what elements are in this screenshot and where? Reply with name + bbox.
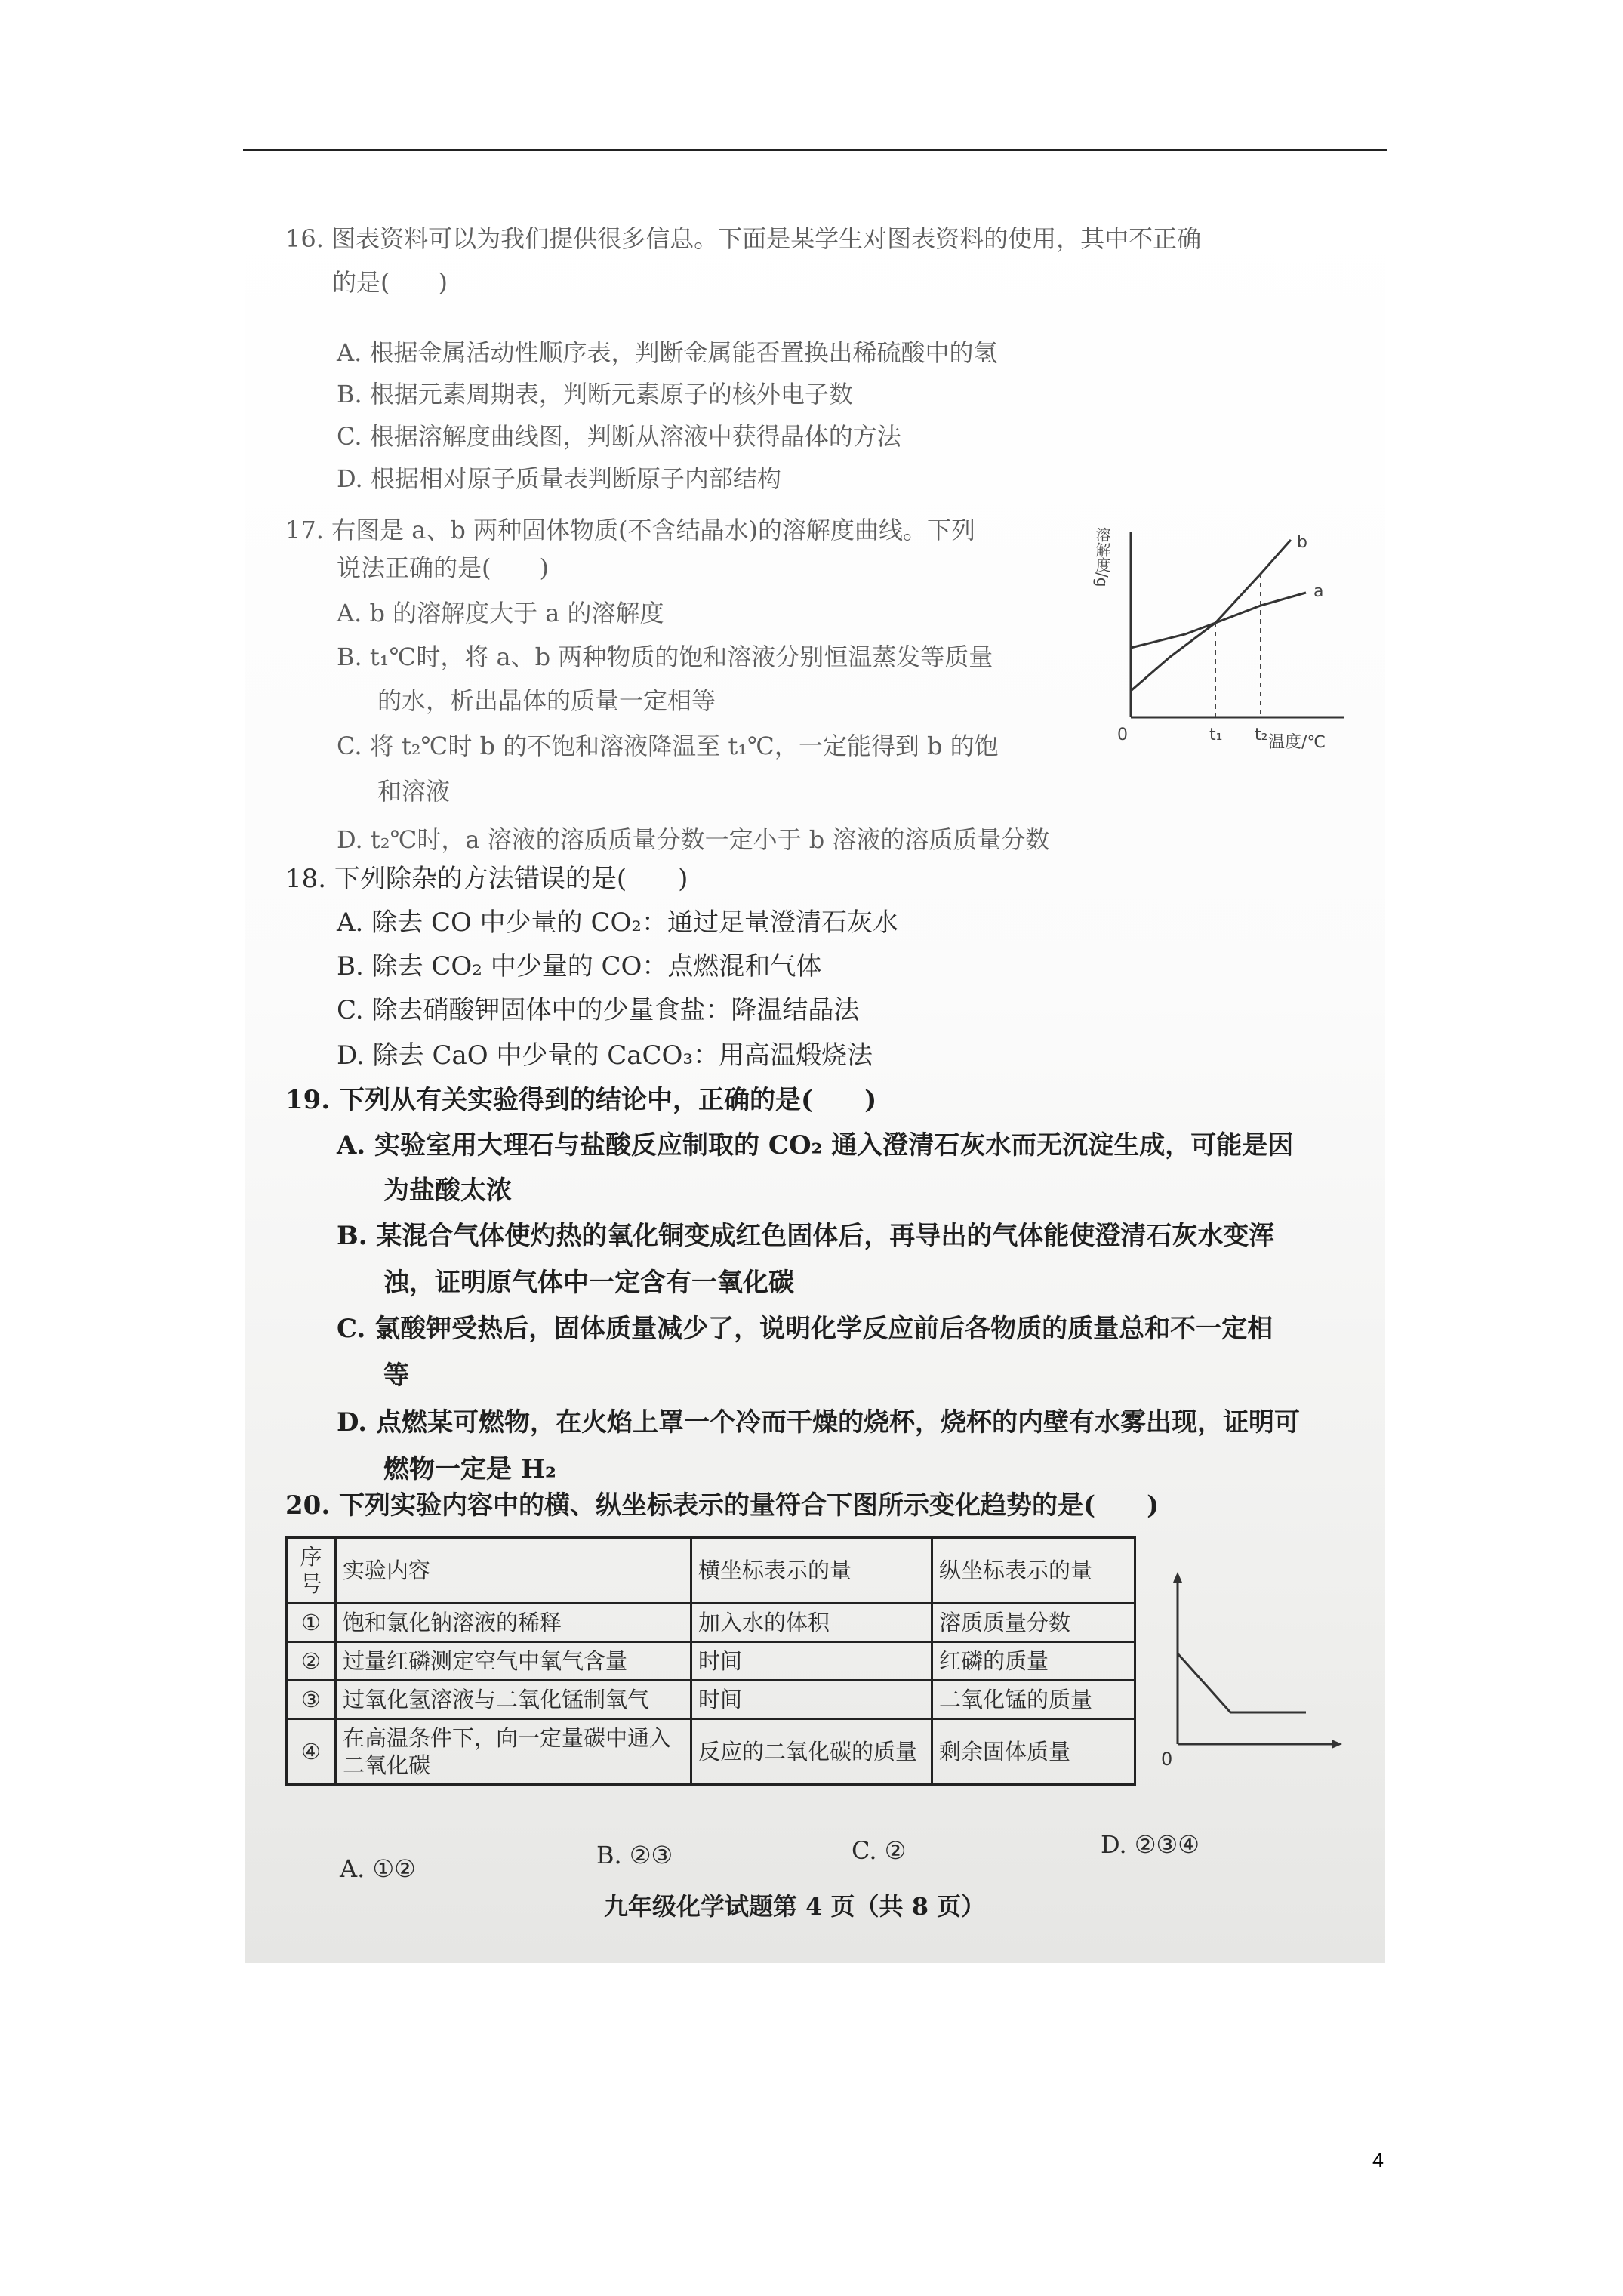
experiment-table [285, 1536, 1136, 1786]
page-number: 4 [1372, 2149, 1384, 2171]
q17-option-d: D. t₂℃时，a 溶液的溶质质量分数一定小于 b 溶液的溶质质量分数 [337, 825, 1050, 854]
q19-option-b-line1: B. 某混合气体使灼热的氧化铜变成红色固体后，再导出的气体能使澄清石灰水变浑 [337, 1221, 1275, 1251]
trend-graph [1140, 1570, 1344, 1767]
q19-option-c-line2: 等 [383, 1361, 409, 1391]
curve-label-b: b [1297, 533, 1307, 552]
graph-xlabel: 温度/℃ [1268, 733, 1326, 752]
row-content: 饱和氯化钠溶液的稀释 [336, 1604, 691, 1642]
q17-stem-line1: 17. 右图是 a、b 两种固体物质(不含结晶水)的溶解度曲线。下列 [285, 516, 975, 544]
row-index: ③ [287, 1681, 336, 1719]
row-x-quantity: 反应的二氧化碳的质量 [691, 1719, 932, 1785]
row-index: ① [287, 1604, 336, 1642]
row-x-quantity: 时间 [691, 1642, 932, 1681]
header-rule [243, 149, 1387, 151]
trend-graph-origin: 0 [1161, 1749, 1173, 1767]
table-row [287, 1604, 1135, 1642]
header-y-quantity: 纵坐标表示的量 [932, 1538, 1135, 1604]
row-y-quantity: 溶质质量分数 [932, 1604, 1135, 1642]
q19-option-a-line2: 为盐酸太浓 [383, 1176, 512, 1206]
row-index: ④ [287, 1719, 336, 1785]
q16-option-b: B. 根据元素周期表，判断元素原子的核外电子数 [337, 380, 853, 408]
row-content: 过氧化氢溶液与二氧化锰制氧气 [336, 1681, 691, 1719]
q20-option-a: A. ①② [340, 1854, 416, 1883]
row-y-quantity: 红磷的质量 [932, 1642, 1135, 1681]
q17-option-a: A. b 的溶解度大于 a 的溶解度 [337, 599, 664, 627]
q20-option-d: D. ②③④ [1101, 1830, 1200, 1859]
q20-option-c: C. ② [852, 1836, 907, 1865]
q16-option-d: D. 根据相对原子质量表判断原子内部结构 [337, 464, 781, 493]
row-y-quantity: 二氧化锰的质量 [932, 1681, 1135, 1719]
q19-option-d-line1: D. 点燃某可燃物，在火焰上罩一个冷而干燥的烧杯，烧杯的内壁有水雾出现，证明可 [337, 1407, 1300, 1438]
header-content: 实验内容 [336, 1538, 691, 1604]
table-row [287, 1681, 1135, 1719]
row-index: ② [287, 1642, 336, 1681]
q19-option-b-line2: 浊，证明原气体中一定含有一氧化碳 [383, 1268, 794, 1298]
row-x-quantity: 时间 [691, 1681, 932, 1719]
graph-tick-t2: t₂ [1255, 726, 1268, 744]
q17-option-b-line2: 的水，析出晶体的质量一定相等 [377, 686, 716, 715]
table-row [287, 1719, 1135, 1785]
q18-option-c: C. 除去硝酸钾固体中的少量食盐：降温结晶法 [337, 995, 860, 1025]
q18-option-d: D. 除去 CaO 中少量的 CaCO₃：用高温煅烧法 [337, 1040, 873, 1071]
q16-stem-line1: 16. 图表资料可以为我们提供很多信息。下面是某学生对图表资料的使用，其中不正确 [285, 224, 1202, 253]
curve-label-a: a [1313, 582, 1324, 601]
header-x-quantity: 横坐标表示的量 [691, 1538, 932, 1604]
q18-option-b: B. 除去 CO₂ 中少量的 CO：点燃混和气体 [337, 951, 822, 982]
header-index: 序号 [287, 1538, 336, 1604]
table-row [287, 1642, 1135, 1681]
table-header-row [287, 1538, 1135, 1604]
q19-option-d-line2: 燃物一定是 H₂ [383, 1454, 556, 1484]
q19-option-a-line1: A. 实验室用大理石与盐酸反应制取的 CO₂ 通入澄清石灰水而无沉淀生成，可能是因 [337, 1130, 1294, 1160]
row-content: 在高温条件下，向一定量碳中通入二氧化碳 [336, 1719, 691, 1785]
q18-stem: 18. 下列除杂的方法错误的是( ) [285, 864, 688, 894]
graph-tick-t1: t₁ [1209, 726, 1223, 744]
graph-origin: 0 [1117, 726, 1128, 744]
row-y-quantity: 剩余固体质量 [932, 1719, 1135, 1785]
q20-stem: 20. 下列实验内容中的横、纵坐标表示的量符合下图所示变化趋势的是( ) [285, 1490, 1160, 1521]
q20-option-b: B. ②③ [596, 1841, 673, 1869]
q17-option-c-line2: 和溶液 [377, 777, 451, 806]
page-footer: 九年级化学试题第 4 页（共 8 页） [604, 1892, 986, 1921]
row-x-quantity: 加入水的体积 [691, 1604, 932, 1642]
q19-stem: 19. 下列从有关实验得到的结论中，正确的是( ) [285, 1085, 877, 1115]
q16-stem-line2: 的是( ) [332, 268, 448, 297]
q16-option-c: C. 根据溶解度曲线图，判断从溶液中获得晶体的方法 [337, 422, 901, 451]
solubility-curve-graph [1087, 513, 1359, 755]
q19-option-c-line1: C. 氯酸钾受热后，固体质量减少了，说明化学反应前后各物质的质量总和不一定相 [337, 1314, 1273, 1344]
row-content: 过量红磷测定空气中氧气含量 [336, 1642, 691, 1681]
q17-option-c-line1: C. 将 t₂℃时 b 的不饱和溶液降温至 t₁℃，一定能得到 b 的饱 [337, 732, 999, 760]
q17-stem-line2: 说法正确的是( ) [337, 553, 549, 582]
q18-option-a: A. 除去 CO 中少量的 CO₂：通过足量澄清石灰水 [337, 908, 898, 938]
graph-ylabel: 溶解度/g [1093, 527, 1111, 587]
q17-option-b-line1: B. t₁℃时，将 a、b 两种物质的饱和溶液分别恒温蒸发等质量 [337, 643, 993, 671]
q16-option-a: A. 根据金属活动性顺序表，判断金属能否置换出稀硫酸中的氢 [337, 338, 998, 367]
